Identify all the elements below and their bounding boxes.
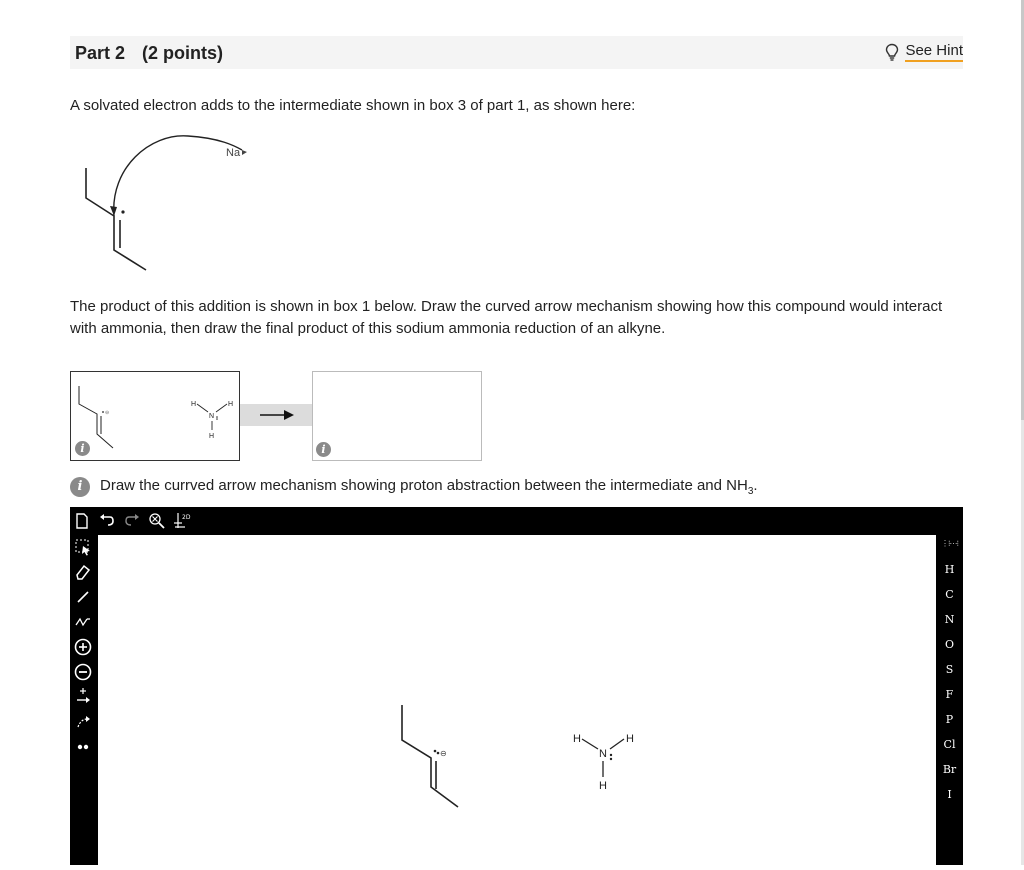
element-i[interactable]: I xyxy=(947,788,952,801)
points-label: (2 points) xyxy=(142,43,224,63)
element-palette xyxy=(936,535,963,865)
undo-icon[interactable] xyxy=(97,511,117,531)
canvas-structures xyxy=(98,535,936,865)
reaction-arrow xyxy=(240,404,312,426)
box2-info-icon[interactable]: i xyxy=(316,442,331,457)
mechanism-box-1[interactable] xyxy=(70,371,240,461)
periodic-table-icon[interactable]: ⋮⁝⋯⁝ xyxy=(940,539,959,548)
mechanism-figure xyxy=(70,128,270,278)
structure-editor xyxy=(70,507,963,865)
eraser-tool-icon[interactable] xyxy=(70,560,96,584)
intro-paragraph: A solvated electron adds to the intermediate shown in box 3 of part 1, as shown here: xyxy=(70,97,636,114)
svg-text:H: H xyxy=(209,433,215,440)
see-hint-label[interactable]: See Hint xyxy=(905,42,963,62)
element-n[interactable]: N xyxy=(944,613,955,626)
svg-text:⊖: ⊖ xyxy=(440,749,447,758)
element-br[interactable]: Br xyxy=(942,763,957,776)
element-s[interactable]: S xyxy=(945,663,954,676)
redo-icon[interactable] xyxy=(122,511,142,531)
canvas-atom-h1: H xyxy=(573,733,581,745)
canvas-atom-n: N xyxy=(599,748,607,760)
clean-2d-icon[interactable] xyxy=(172,511,196,531)
new-document-icon[interactable] xyxy=(72,511,92,531)
element-h[interactable]: H xyxy=(944,563,955,576)
svg-text:⊖: ⊖ xyxy=(105,410,110,416)
svg-text:N: N xyxy=(209,413,215,420)
element-p[interactable]: P xyxy=(945,713,954,726)
drawing-canvas[interactable] xyxy=(98,535,936,865)
box1-info-icon[interactable]: i xyxy=(75,441,90,456)
svg-text:H: H xyxy=(228,401,234,408)
negative-charge-tool-icon[interactable] xyxy=(70,660,96,684)
lone-pair-tool-icon[interactable] xyxy=(70,735,96,759)
single-bond-tool-icon[interactable] xyxy=(70,585,96,609)
positive-charge-tool-icon[interactable] xyxy=(70,635,96,659)
instructions-paragraph: The product of this addition is shown in box 1 below. Draw the curved arrow mechanism showing how this compound would interact with ammonia, then draw the final product of this sodium ammonia reduction of an alkyne. xyxy=(70,298,943,337)
select-tool-icon[interactable] xyxy=(70,535,96,559)
element-cl[interactable]: Cl xyxy=(943,738,956,751)
right-arrow-icon xyxy=(240,404,312,426)
element-c[interactable]: C xyxy=(945,588,954,601)
editor-toolbar xyxy=(70,507,963,535)
product-box-2[interactable] xyxy=(312,371,482,461)
zoom-icon[interactable] xyxy=(147,511,167,531)
part-header xyxy=(70,36,963,69)
instruction-info-icon[interactable]: i xyxy=(70,477,90,497)
svg-text:H: H xyxy=(191,401,197,408)
canvas-atom-h2: H xyxy=(626,733,634,745)
instruction-subscript: 3 xyxy=(747,486,754,497)
chain-tool-icon[interactable] xyxy=(70,610,96,634)
instruction-text xyxy=(100,477,758,497)
lightbulb-icon xyxy=(885,43,899,61)
instruction-suffix: . xyxy=(753,477,758,494)
instruction-main-text: Draw the currved arrow mechanism showing proton abstraction between the intermediate and NH xyxy=(100,477,748,494)
box1-structures xyxy=(71,372,239,460)
element-f[interactable]: F xyxy=(945,688,954,701)
clean-2d-label: 2D xyxy=(182,514,191,521)
sodium-label: Na xyxy=(226,147,241,159)
draw-instruction xyxy=(70,476,758,498)
part-title xyxy=(75,43,235,64)
element-o[interactable]: O xyxy=(944,638,955,651)
increase-charge-tool-icon[interactable] xyxy=(70,685,96,709)
see-hint-button[interactable] xyxy=(885,41,963,63)
canvas-atom-h3: H xyxy=(599,780,607,792)
part-label: Part 2 xyxy=(75,43,126,63)
curved-arrow-tool-icon[interactable] xyxy=(70,710,96,734)
